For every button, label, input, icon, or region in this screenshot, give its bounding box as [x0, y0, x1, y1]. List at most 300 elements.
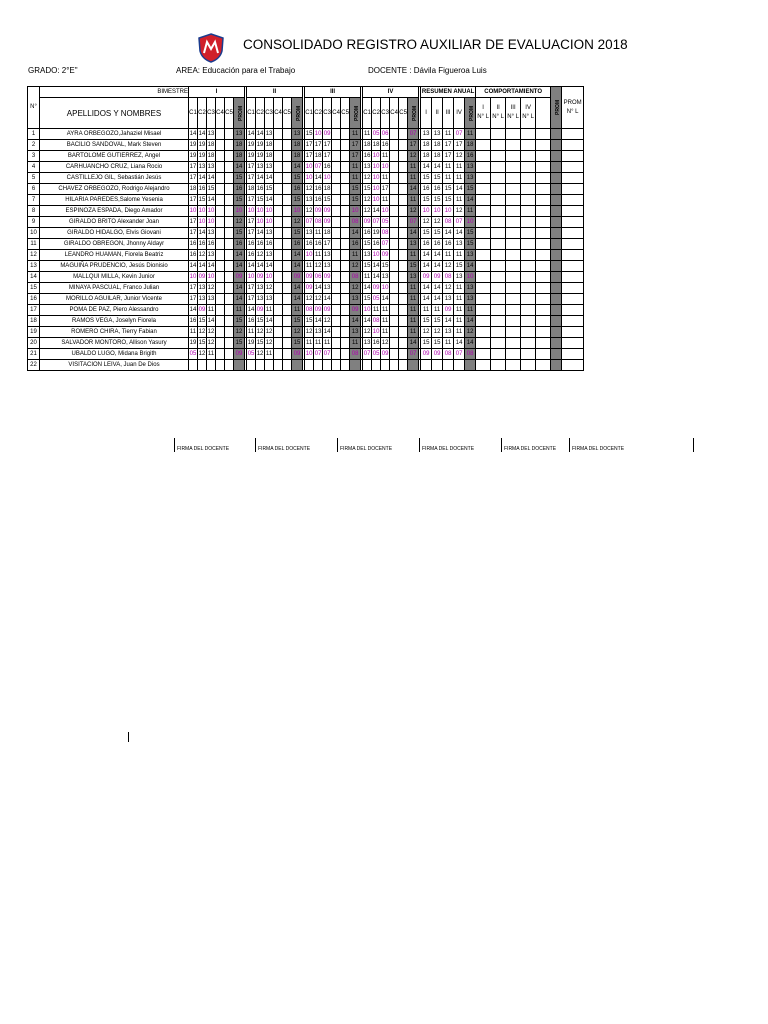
grade-cell: 13 — [323, 261, 332, 272]
grade-cell — [216, 184, 225, 195]
student-name: MINAYA PASCUAL, Franco Julian — [40, 283, 189, 294]
grade-cell — [390, 338, 399, 349]
student-name: VISITACION LEIVA, Juan De Dios — [40, 360, 189, 371]
grade-cell — [216, 261, 225, 272]
final-prom-cell: 13 — [465, 250, 476, 261]
prom-cell: 15 — [350, 195, 361, 206]
comp-cell — [536, 261, 551, 272]
grade-cell — [283, 250, 292, 261]
grade-cell: 11 — [265, 305, 274, 316]
row-number: 13 — [28, 261, 40, 272]
resumen-cell: 12 — [421, 327, 432, 338]
table-row — [28, 316, 584, 327]
grade-cell: 11 — [363, 129, 372, 140]
comp-cell — [536, 349, 551, 360]
grade-cell — [283, 195, 292, 206]
comp-cell — [491, 360, 506, 371]
comp-cell — [521, 129, 536, 140]
comp-cell — [491, 283, 506, 294]
final-prom-cell: 13 — [465, 294, 476, 305]
row-number: 8 — [28, 206, 40, 217]
c5-header: C5 — [341, 98, 350, 129]
grade-cell: 17 — [189, 283, 198, 294]
comp-prom-cell — [551, 239, 562, 250]
comp-cell — [521, 283, 536, 294]
grade-cell: 15 — [381, 261, 390, 272]
table-row — [28, 360, 584, 371]
resumen-cell: 14 — [421, 294, 432, 305]
grade-cell: 17 — [323, 151, 332, 162]
comp-cell — [506, 173, 521, 184]
comp-cell — [506, 294, 521, 305]
grade-cell: 19 — [198, 140, 207, 151]
row-number: 6 — [28, 184, 40, 195]
table-row — [28, 173, 584, 184]
grade-cell: 18 — [265, 140, 274, 151]
comp-cell — [506, 140, 521, 151]
grade-cell — [225, 184, 234, 195]
resumen-cell: 12 — [421, 217, 432, 228]
prom-nl-header: PROM N° L — [562, 87, 584, 129]
prom-cell: 12 — [292, 327, 303, 338]
prom-cell: 16 — [350, 239, 361, 250]
grade-cell: 17 — [323, 239, 332, 250]
grade-cell — [225, 129, 234, 140]
grade-cell: 14 — [189, 305, 198, 316]
grade-cell: 14 — [363, 316, 372, 327]
resumen-cell — [443, 360, 454, 371]
grade-cell — [274, 360, 283, 371]
grade-cell — [332, 294, 341, 305]
resumen-cell: 18 — [432, 140, 443, 151]
comp-cell — [536, 360, 551, 371]
grade-cell — [341, 206, 350, 217]
comp-prom-cell — [551, 316, 562, 327]
table-row — [28, 305, 584, 316]
grade-cell — [341, 272, 350, 283]
comp-cell — [491, 206, 506, 217]
grade-cell: 16 — [265, 239, 274, 250]
signature-divider — [693, 438, 694, 452]
prom-nl-cell — [562, 162, 584, 173]
student-name: GIRALDO OBREGON, Jhonny Aldayr — [40, 239, 189, 250]
grade-cell — [399, 239, 408, 250]
resumen-cell: 14 — [432, 283, 443, 294]
comp-col-header: III N° L — [506, 98, 521, 129]
comp-prom-cell — [551, 206, 562, 217]
comp-cell — [476, 151, 491, 162]
table-row — [28, 349, 584, 360]
grade-cell: 11 — [381, 316, 390, 327]
comp-cell — [536, 305, 551, 316]
resumen-cell: 14 — [432, 261, 443, 272]
comp-cell — [476, 316, 491, 327]
grade-cell — [390, 327, 399, 338]
resumen-cell: 13 — [454, 272, 465, 283]
resumen-col-header: I — [421, 98, 432, 129]
row-number: 5 — [28, 173, 40, 184]
grade-cell: 10 — [189, 272, 198, 283]
comp-col-header: IV N° L — [521, 98, 536, 129]
grade-cell: 16 — [247, 250, 256, 261]
resumen-cell: 14 — [443, 316, 454, 327]
resumen-cell: 18 — [421, 140, 432, 151]
grade-cell: 10 — [323, 173, 332, 184]
grade-cell — [283, 327, 292, 338]
grade-cell: 15 — [363, 239, 372, 250]
prom-nl-cell — [562, 272, 584, 283]
comp-cell — [491, 250, 506, 261]
grade-cell: 16 — [372, 239, 381, 250]
prom-nl-cell — [562, 173, 584, 184]
grade-cell — [341, 162, 350, 173]
grade-cell — [341, 360, 350, 371]
grade-cell — [390, 239, 399, 250]
final-prom-cell: 10 — [465, 272, 476, 283]
grade-cell: 15 — [323, 195, 332, 206]
grade-cell: 17 — [305, 140, 314, 151]
prom-cell: 15 — [234, 338, 245, 349]
comp-prom-cell — [551, 294, 562, 305]
grade-cell: 07 — [314, 349, 323, 360]
grade-cell — [390, 162, 399, 173]
comp-cell — [536, 250, 551, 261]
prom-cell: 07 — [408, 349, 419, 360]
grade-cell — [399, 217, 408, 228]
grade-cell — [390, 272, 399, 283]
grade-cell: 10 — [198, 217, 207, 228]
comp-cell — [476, 206, 491, 217]
grade-cell: 13 — [198, 294, 207, 305]
prom-cell: 14 — [292, 261, 303, 272]
prom-cell: 14 — [234, 162, 245, 173]
comp-cell — [506, 217, 521, 228]
grade-cell: 11 — [372, 305, 381, 316]
comp-cell — [521, 217, 536, 228]
c2-header: C2 — [198, 98, 207, 129]
grade-cell: 13 — [207, 294, 216, 305]
grade-cell — [283, 228, 292, 239]
grade-cell: 17 — [247, 228, 256, 239]
resumen-cell: 14 — [421, 250, 432, 261]
grade-cell — [399, 349, 408, 360]
grade-cell — [399, 272, 408, 283]
grade-cell — [274, 272, 283, 283]
grade-cell: 18 — [323, 228, 332, 239]
grade-cell — [274, 129, 283, 140]
grade-cell — [225, 294, 234, 305]
grade-cell: 17 — [189, 228, 198, 239]
comp-cell — [491, 338, 506, 349]
grade-cell: 07 — [372, 217, 381, 228]
grade-cell: 05 — [372, 129, 381, 140]
prom-nl-cell — [562, 239, 584, 250]
prom-cell: 13 — [408, 272, 419, 283]
resumen-col-header: III — [443, 98, 454, 129]
grade-cell — [399, 338, 408, 349]
grade-cell: 07 — [305, 217, 314, 228]
grade-cell: 13 — [265, 129, 274, 140]
grade-cell — [332, 217, 341, 228]
grade-cell — [216, 206, 225, 217]
grade-cell: 19 — [189, 338, 198, 349]
comp-cell — [521, 228, 536, 239]
prom-cell: 15 — [292, 316, 303, 327]
row-number: 9 — [28, 217, 40, 228]
resumen-cell: 09 — [421, 349, 432, 360]
grade-cell — [332, 206, 341, 217]
prom-cell: 08 — [350, 272, 361, 283]
grade-cell — [399, 250, 408, 261]
grade-cell — [381, 360, 390, 371]
resumen-cell: 09 — [443, 305, 454, 316]
prom-cell: 08 — [350, 349, 361, 360]
comp-prom-cell — [551, 195, 562, 206]
bimestre-4-header: IV — [363, 87, 419, 98]
grade-cell — [283, 349, 292, 360]
table-row — [28, 217, 584, 228]
row-number: 19 — [28, 327, 40, 338]
table-row — [28, 206, 584, 217]
grade-cell — [341, 283, 350, 294]
resumen-cell: 11 — [443, 162, 454, 173]
grade-cell: 11 — [363, 272, 372, 283]
grade-cell: 10 — [207, 217, 216, 228]
grade-cell — [274, 239, 283, 250]
prom-cell: 15 — [234, 316, 245, 327]
grade-cell: 14 — [207, 316, 216, 327]
student-name: HILARIA PAREDES,Salome Yesenia — [40, 195, 189, 206]
comp-cell — [476, 195, 491, 206]
comp-cell — [476, 239, 491, 250]
prom-header: PROM — [350, 98, 361, 129]
signature-label: FIRMA DEL DOCENTE — [422, 446, 475, 452]
comp-cell — [521, 151, 536, 162]
row-number: 12 — [28, 250, 40, 261]
grade-cell — [225, 162, 234, 173]
grade-cell — [332, 305, 341, 316]
prom-cell: 15 — [292, 228, 303, 239]
grade-cell: 15 — [256, 195, 265, 206]
resumen-cell: 14 — [454, 184, 465, 195]
grade-cell: 09 — [323, 129, 332, 140]
resumen-col-header: II — [432, 98, 443, 129]
grade-cell: 14 — [198, 173, 207, 184]
comp-cell — [476, 217, 491, 228]
grade-cell — [283, 261, 292, 272]
resumen-cell: 13 — [432, 129, 443, 140]
grade-cell — [216, 162, 225, 173]
comp-cell — [521, 206, 536, 217]
prom-cell: 13 — [292, 129, 303, 140]
grade-cell: 16 — [256, 239, 265, 250]
prom-cell: 10 — [350, 206, 361, 217]
row-number: 20 — [28, 338, 40, 349]
resumen-cell: 11 — [454, 316, 465, 327]
resumen-cell: 11 — [454, 162, 465, 173]
prom-nl-cell — [562, 151, 584, 162]
grade-cell: 12 — [363, 206, 372, 217]
grade-cell: 11 — [323, 338, 332, 349]
prom-cell: 09 — [234, 272, 245, 283]
prom-cell: 13 — [350, 294, 361, 305]
prom-cell: 14 — [408, 228, 419, 239]
prom-cell: 14 — [292, 250, 303, 261]
grade-cell — [274, 173, 283, 184]
grade-cell — [274, 349, 283, 360]
grade-cell — [216, 316, 225, 327]
prom-cell: 13 — [350, 327, 361, 338]
comp-cell — [491, 261, 506, 272]
grade-cell: 16 — [323, 162, 332, 173]
grade-cell: 15 — [198, 338, 207, 349]
grade-cell: 07 — [363, 349, 372, 360]
grade-cell: 12 — [198, 349, 207, 360]
comp-cell — [521, 140, 536, 151]
grade-cell — [216, 338, 225, 349]
grade-cell: 10 — [305, 162, 314, 173]
grade-cell — [283, 217, 292, 228]
grade-cell: 13 — [207, 250, 216, 261]
grade-cell: 09 — [256, 272, 265, 283]
comp-cell — [521, 250, 536, 261]
prom-nl-cell — [562, 184, 584, 195]
grade-cell: 10 — [198, 206, 207, 217]
prom-cell: 13 — [408, 239, 419, 250]
prom-cell: 15 — [350, 184, 361, 195]
prom-nl-cell — [562, 195, 584, 206]
prom-nl-cell — [562, 217, 584, 228]
comp-cell — [491, 217, 506, 228]
grade-cell: 05 — [381, 217, 390, 228]
c5-header: C5 — [225, 98, 234, 129]
comp-cell — [536, 173, 551, 184]
comp-cell — [506, 239, 521, 250]
grade-cell — [225, 327, 234, 338]
grade-cell — [216, 327, 225, 338]
prom-cell: 12 — [292, 217, 303, 228]
comp-cell — [521, 349, 536, 360]
grade-cell — [283, 360, 292, 371]
signature-divider — [569, 438, 570, 452]
signature-divider — [337, 438, 338, 452]
comp-prom-cell — [551, 250, 562, 261]
grade-cell: 18 — [207, 151, 216, 162]
grade-cell — [225, 206, 234, 217]
comp-prom-cell — [551, 360, 562, 371]
comp-cell — [476, 327, 491, 338]
grade-cell — [332, 283, 341, 294]
grade-cell: 09 — [198, 272, 207, 283]
grade-cell — [390, 305, 399, 316]
grade-cell: 09 — [381, 250, 390, 261]
grade-cell — [341, 217, 350, 228]
resumen-cell: 17 — [454, 140, 465, 151]
comp-cell — [476, 228, 491, 239]
prom-cell: 15 — [234, 195, 245, 206]
student-name: CASTILLEJO GIL, Sebastián Jesús — [40, 173, 189, 184]
grade-cell: 14 — [198, 228, 207, 239]
grade-cell — [332, 151, 341, 162]
grade-cell: 09 — [363, 217, 372, 228]
grade-cell: 16 — [363, 228, 372, 239]
prom-cell: 15 — [234, 228, 245, 239]
grade-cell — [390, 195, 399, 206]
resumen-cell: 14 — [421, 162, 432, 173]
grade-cell: 10 — [372, 195, 381, 206]
resumen-cell: 14 — [432, 294, 443, 305]
comp-prom-cell — [551, 162, 562, 173]
row-number: 10 — [28, 228, 40, 239]
names-header: APELLIDOS Y NOMBRES — [40, 98, 189, 129]
grade-cell: 14 — [323, 294, 332, 305]
grade-cell: 13 — [256, 283, 265, 294]
prom-cell: 18 — [292, 151, 303, 162]
prom-cell: 07 — [408, 129, 419, 140]
grade-cell — [274, 305, 283, 316]
row-number: 17 — [28, 305, 40, 316]
grade-cell: 12 — [198, 250, 207, 261]
final-prom-cell: 10 — [465, 217, 476, 228]
grade-cell: 07 — [381, 239, 390, 250]
c5-header: C5 — [399, 98, 408, 129]
grade-cell: 16 — [247, 239, 256, 250]
grade-cell: 12 — [363, 173, 372, 184]
resumen-cell: 15 — [421, 316, 432, 327]
grade-cell: 19 — [256, 151, 265, 162]
prom-nl-cell — [562, 261, 584, 272]
grade-cell: 18 — [265, 151, 274, 162]
grade-cell: 09 — [305, 272, 314, 283]
resumen-cell: 11 — [421, 305, 432, 316]
grade-cell — [283, 283, 292, 294]
prom-cell: 07 — [408, 217, 419, 228]
comp-cell — [506, 228, 521, 239]
resumen-cell: 11 — [443, 129, 454, 140]
grade-cell: 11 — [381, 327, 390, 338]
grade-cell: 14 — [372, 206, 381, 217]
resumen-cell: 13 — [443, 294, 454, 305]
resumen-cell: 11 — [454, 173, 465, 184]
comp-cell — [476, 305, 491, 316]
grade-cell: 13 — [323, 250, 332, 261]
prom-cell: 14 — [234, 250, 245, 261]
grade-cell: 17 — [189, 162, 198, 173]
prom-cell: 15 — [234, 173, 245, 184]
grade-cell: 14 — [207, 195, 216, 206]
resumen-cell: 11 — [443, 250, 454, 261]
student-name: GIRALDO HIDALGO, Elvis Giovani — [40, 228, 189, 239]
prom-cell: 11 — [408, 294, 419, 305]
grade-cell: 05 — [372, 294, 381, 305]
comp-cell — [491, 349, 506, 360]
comp-cell — [506, 316, 521, 327]
page-mark — [128, 732, 129, 742]
grade-cell: 14 — [256, 173, 265, 184]
comp-cell — [506, 129, 521, 140]
grade-cell: 14 — [247, 305, 256, 316]
grade-cell: 13 — [265, 162, 274, 173]
comp-cell — [506, 184, 521, 195]
prom-cell: 11 — [234, 305, 245, 316]
comp-prom-cell — [551, 140, 562, 151]
grade-cell: 10 — [305, 250, 314, 261]
grade-cell: 11 — [265, 349, 274, 360]
resumen-cell: 16 — [421, 184, 432, 195]
grade-cell — [399, 162, 408, 173]
bimestre-2-header: II — [247, 87, 303, 98]
resumen-cell: 15 — [432, 338, 443, 349]
